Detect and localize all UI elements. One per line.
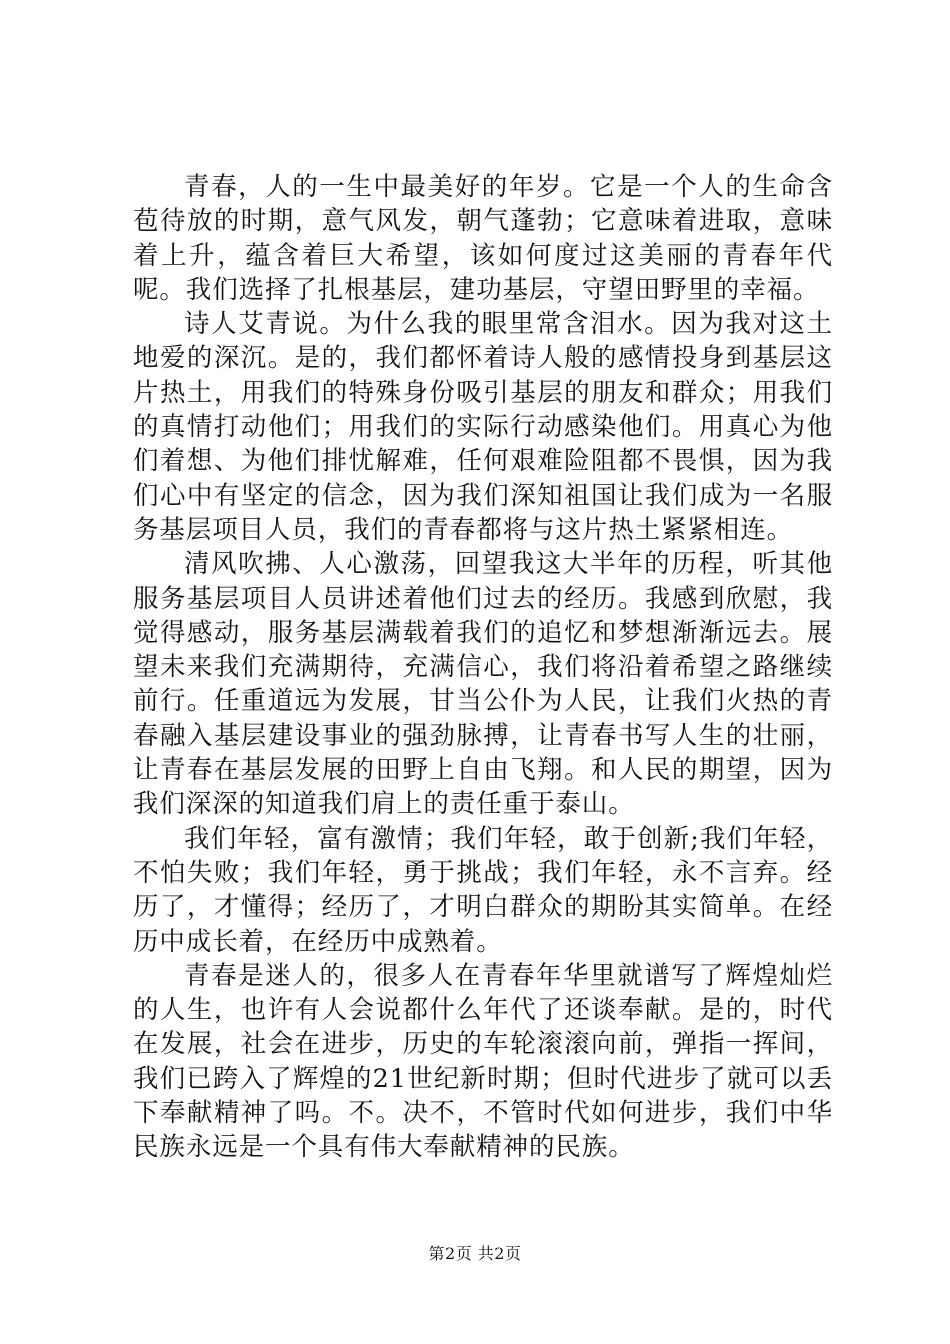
paragraph-2: 诗人艾青说。为什么我的眼里常含泪水。因为我对这土地爱的深沉。是的，我们都怀着诗人般的感情投身到基层这片热土，用我们的特殊身份吸引基层的朋友和群众；用我们的真情打动他们；用我们的实际行动感染他们。用真心为他们着想、为他们排忧解难，任何艰难险阻都不畏惧，因为我们心中有坚定的信念，因为我们深知祖国让我们成为一名服务基层项目人员，我们的青春都将与这片热土紧紧相连。 — [133, 309, 833, 545]
paragraph-5: 青春是迷人的，很多人在青春年华里就谱写了辉煌灿烂的人生，也许有人会说都什么年代了还谈奉献。是的，时代在发展，社会在进步，历史的车轮滚滚向前，弹指一挥间，我们已跨入了辉煌的21世纪新时期；但时代进步了就可以丢下奉献精神了吗。不。决不，不管时代如何进步，我们中华民族永远是一个具有伟大奉献精神的民族。 — [133, 960, 833, 1163]
page-footer: 第2页 共2页 — [428, 1244, 522, 1263]
paragraph-3: 清风吹拂、人心激荡，回望我这大半年的历程，听其他服务基层项目人员讲述着他们过去的经历。我感到欣慰，我觉得感动，服务基层满载着我们的追忆和梦想渐渐远去。展望未来我们充满期待，充满信心，我们将沿着希望之路继续前行。任重道远为发展，甘当公仆为人民，让我们火热的青春融入基层建设事业的强劲脉搏，让青春书写人生的壮丽，让青春在基层发展的田野上自由飞翔。和人民的期望，因为我们深深的知道我们肩上的责任重于泰山。 — [133, 549, 833, 820]
document-body — [133, 170, 833, 1165]
paragraph-4: 我们年轻，富有激情；我们年轻，敢于创新;我们年轻，不怕失败；我们年轻，勇于挑战；我们年轻，永不言弃。经历了，才懂得；经历了，才明白群众的期盼其实简单。在经历中成长着，在经历中成熟着。 — [133, 823, 833, 957]
paragraph-1: 青春，人的一生中最美好的年岁。它是一个人的生命含苞待放的时期，意气风发，朝气蓬勃；它意味着进取，意味着上升，蕴含着巨大希望，该如何度过这美丽的青春年代呢。我们选择了扎根基层，建功基层，守望田野里的幸福。 — [133, 172, 833, 305]
